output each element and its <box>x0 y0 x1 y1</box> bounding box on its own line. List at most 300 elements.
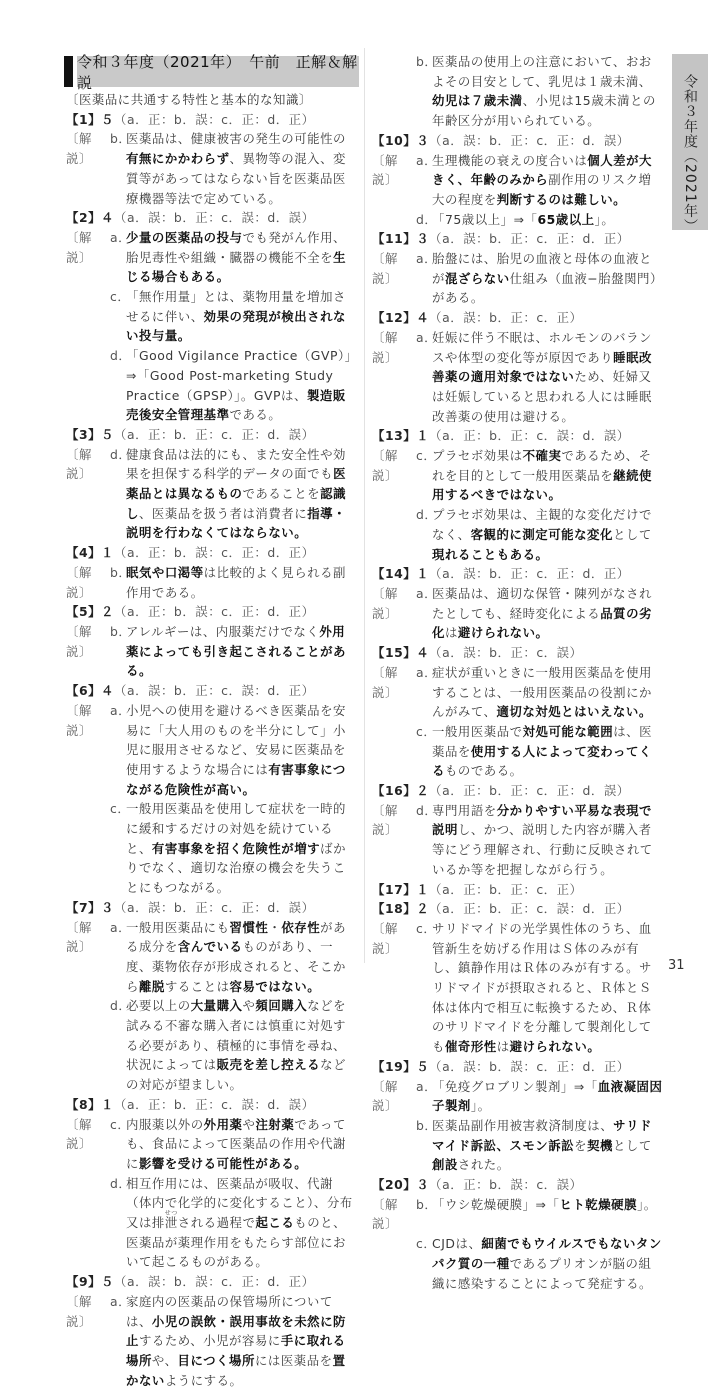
emphasis-segment: 避けられない。 <box>457 625 549 641</box>
text-segment: 小児への使用を避けるべき医薬品を安易に「大人用のものを半分にして」小児に服用させるなど、安易に医薬品を使用するような場合には <box>126 702 346 777</box>
explanation-text <box>126 918 358 997</box>
emphasis-segment: 小児の誤飲・誤用事故を未然に防止 <box>126 1313 346 1349</box>
text-segment: ばかりでなく、適切な治療の機会を失うことにもつながる。 <box>126 840 347 896</box>
explanation-text <box>432 801 664 880</box>
explanation-letter: a． <box>416 1078 438 1094</box>
question-number-answer: 【8】１ <box>66 1096 114 1112</box>
answer-detail: （a．正：b．正：c．誤：d．誤） <box>114 1096 315 1112</box>
emphasis-segment: 目につく場所 <box>177 1353 255 1368</box>
explanation-letter: a． <box>110 1293 132 1309</box>
question-answer-line <box>372 880 664 900</box>
answer-detail: （a．正：b．誤：c．正：d．正） <box>114 604 315 620</box>
explanation-letter: d． <box>416 507 438 523</box>
question-answer-line <box>66 543 358 563</box>
emphasis-segment: 販売を差し控える <box>216 1057 321 1073</box>
emphasis-segment: 外用薬によっても引き起こされることがある。 <box>126 623 346 679</box>
question-block <box>372 564 664 643</box>
text-segment: 一般用医薬品にも <box>126 919 230 935</box>
text-segment: として <box>612 1137 652 1153</box>
text-segment: は比較的よく見られる副作用である。 <box>126 564 347 600</box>
answer-detail: （a．誤：b．誤：c．正：d．正） <box>114 1274 315 1290</box>
explanation-letter: b． <box>416 54 438 69</box>
question-answer-line <box>372 1057 664 1077</box>
answer-detail: （a．誤：b．正：c．正：d．誤） <box>429 132 630 148</box>
explanation-label: 〔解説〕 <box>372 1078 398 1114</box>
explanation-label <box>372 1116 416 1175</box>
question-block <box>372 643 664 781</box>
answer-detail: （a．正：b．誤：c．誤） <box>429 1177 583 1193</box>
explanation-label: 〔解説〕 <box>66 229 92 265</box>
explanation-letter: d． <box>110 998 132 1014</box>
explanation-label: 〔解説〕 <box>66 131 92 167</box>
question-answer-line <box>372 899 664 919</box>
text-segment: 「ウシ乾燥硬膜」⇒「 <box>432 1196 560 1212</box>
text-segment: であるプリオンが脳の組織に感染することによって発症する。 <box>432 1255 652 1291</box>
explanation-item <box>372 1234 664 1293</box>
question-block <box>66 602 358 681</box>
explanation-label <box>66 1174 110 1273</box>
text-segment: するため、小児が容易に <box>138 1333 281 1349</box>
text-segment: であることを <box>242 486 321 502</box>
emphasis-segment: 個人差が大きく、年齢のみから <box>432 152 652 188</box>
explanation-item <box>372 1116 664 1175</box>
explanation-letter: c． <box>110 289 131 305</box>
emphasis-segment: 継続使用するべきではない。 <box>432 467 652 503</box>
question-number-answer: 【19】５ <box>372 1058 430 1074</box>
question-block <box>66 1272 358 1390</box>
explanation-label: 〔解説〕 <box>372 251 398 286</box>
text-segment: は <box>496 1039 510 1055</box>
emphasis-segment: 避けられない。 <box>509 1039 601 1055</box>
text-segment: ものがあり、一度、薬物依存が形成されると、そこから <box>126 939 346 994</box>
text-segment: し、かつ、説明した内容が購入者等にどう理解され、行動に反映されているか等を把握しながら行う。 <box>432 822 653 877</box>
explanation-item <box>66 445 358 544</box>
answer-detail: （a．正：b．正：c．誤：d．誤） <box>429 428 630 444</box>
question-block <box>372 1175 664 1293</box>
emphasis-segment: 幼児は７歳未満 <box>432 93 523 109</box>
question-answer-line <box>66 1095 358 1115</box>
explanation-letter: c． <box>416 1236 437 1252</box>
emphasis-segment: サリドマイド訴訟、スモン訴訟 <box>432 1117 652 1153</box>
explanation-text <box>432 446 664 505</box>
question-block <box>372 899 664 1057</box>
emphasis-segment: 大量購入 <box>190 998 243 1014</box>
text-segment: 、医薬品を扱う者は消費者に <box>138 505 308 521</box>
left-column <box>66 90 358 1390</box>
text-segment: ・ <box>268 919 282 935</box>
question-answer-line <box>372 426 664 446</box>
explanation-item <box>66 799 358 898</box>
text-segment: 胎盤には、胎児の血液と母体の血液とが <box>432 251 652 286</box>
explanation-letter: d． <box>416 211 438 227</box>
explanation-letter: d． <box>110 348 132 364</box>
text-segment: ものである。 <box>444 763 523 779</box>
emphasis-segment: 有害事象につながる危険性が高い。 <box>126 761 346 797</box>
emphasis-segment: 65歳以上 <box>537 211 595 227</box>
text-segment: ものと、医薬品が薬理作用をもたらす部位において起こるものがある。 <box>126 1215 347 1270</box>
text-segment: 医薬品副作用被害救済制度は、 <box>432 1117 614 1133</box>
explanation-text <box>126 287 358 346</box>
emphasis-segment: 手に取れる場所 <box>126 1333 346 1368</box>
emphasis-segment: 有無にかかわらず <box>126 151 230 167</box>
question-number-answer: 【16】２ <box>372 783 430 799</box>
explanation-item <box>66 1292 358 1390</box>
explanation-item <box>66 563 358 602</box>
question-block <box>372 880 664 900</box>
explanation-label: 〔解説〕 <box>66 564 92 600</box>
explanation-text <box>432 151 664 210</box>
answer-detail: （a．誤：b．正：c．誤） <box>429 645 583 661</box>
explanation-text <box>432 210 664 230</box>
emphasis-segment: 適切な対処とはいえない。 <box>496 704 652 720</box>
emphasis-segment: 置かない <box>126 1353 346 1388</box>
explanation-item <box>372 249 664 308</box>
explanation-item <box>372 328 664 427</box>
explanation-item <box>372 919 664 1057</box>
question-answer-line <box>66 681 358 701</box>
text-segment: は <box>444 625 458 641</box>
explanation-item <box>372 722 664 781</box>
answer-detail: （a．正：b．誤：c．正：d．正） <box>114 545 315 561</box>
emphasis-segment: 含んでいる <box>177 939 243 955</box>
question-block <box>372 131 664 230</box>
question-block <box>66 898 358 1095</box>
title-accent-bar <box>64 56 73 87</box>
question-answer-line <box>372 643 664 663</box>
emphasis-segment: 外用薬 <box>203 1116 243 1132</box>
question-answer-line <box>372 308 664 328</box>
explanation-text <box>432 1116 664 1175</box>
emphasis-segment: 効果の発現が検出されない投与量。 <box>126 308 347 344</box>
text-segment: 、小児は15歳未満との年齢区分が用いられている。 <box>432 93 656 129</box>
explanation-item <box>66 287 358 346</box>
explanation-text <box>432 1195 664 1234</box>
explanation-text <box>126 996 358 1095</box>
explanation-letter: a． <box>110 229 132 245</box>
text-segment: 家庭内の医薬品の保管場所については、 <box>126 1293 333 1329</box>
emphasis-segment: 現れることもある。 <box>432 546 549 562</box>
text-segment: として <box>612 526 652 542</box>
question-answer-line <box>66 1272 358 1292</box>
explanation-item <box>66 129 358 208</box>
answer-detail: （a．誤：b．正：c．誤：d．誤） <box>114 210 315 226</box>
page-title-banner <box>64 52 359 92</box>
explanation-text <box>126 622 358 681</box>
question-number-answer: 【10】３ <box>372 132 430 148</box>
text-segment: 」。 <box>637 1196 657 1212</box>
question-number-answer: 【9】５ <box>66 1274 114 1290</box>
explanation-letter: b． <box>416 1196 438 1212</box>
explanation-item <box>66 918 358 997</box>
text-segment: 「無作用量」とは、薬物用量を増加させるに伴い、 <box>126 289 346 324</box>
text-segment: プラセボ効果は <box>432 448 523 464</box>
answer-detail: （a．正：b．正：c．正） <box>429 881 583 897</box>
explanation-text <box>126 563 358 602</box>
explanation-item <box>372 446 664 505</box>
text-segment: や、 <box>151 1353 178 1368</box>
explanation-text <box>432 1077 664 1116</box>
explanation-text <box>432 663 664 722</box>
question-answer-line <box>372 131 664 151</box>
emphasis-segment: 指導・説明を行わなくてはならない。 <box>126 505 347 541</box>
question-block <box>372 426 664 564</box>
text-segment: プラセボ効果は、主観的な変化だけでなく、 <box>432 507 652 542</box>
emphasis-segment: 有害事象を招く危険性が増す <box>151 840 321 856</box>
emphasis-segment: 使用する人によって変わってくる <box>432 743 652 779</box>
text-segment: を <box>574 1137 588 1153</box>
explanation-label <box>372 210 416 230</box>
emphasis-segment: 対処可能な範囲 <box>522 723 614 739</box>
text-segment: 症状が重いときに一般用医薬品を使用することは、一般用医薬品の役割にかんがみて、 <box>432 664 652 720</box>
explanation-text <box>126 701 358 800</box>
explanation-letter: d． <box>110 1175 132 1191</box>
question-number-answer: 【3】５ <box>66 426 114 442</box>
answer-detail: （a．正：b．正：c．正：d．誤） <box>429 783 630 799</box>
emphasis-segment: 契機 <box>587 1137 613 1153</box>
explanation-label: 〔解説〕 <box>372 920 398 956</box>
emphasis-segment: 少量の医薬品の投与 <box>126 229 243 245</box>
text-segment: には医薬品を <box>254 1353 333 1368</box>
explanation-item <box>372 801 664 880</box>
question-number-answer: 【4】１ <box>66 545 114 561</box>
explanation-letter: c． <box>416 920 437 936</box>
emphasis-segment: 分かりやすい平易な表現で説明 <box>432 802 652 838</box>
explanation-text <box>126 228 358 287</box>
explanation-item <box>372 505 664 564</box>
explanation-label: 〔解説〕 <box>66 1293 92 1329</box>
emphasis-segment: 睡眠改善薬の適用対象ではない <box>432 349 652 385</box>
text-segment: アレルギーは、内服薬だけでなく <box>126 623 320 639</box>
emphasis-segment: ヒト乾燥硬膜 <box>559 1196 638 1212</box>
explanation-item <box>372 663 664 722</box>
question-number-answer: 【18】２ <box>372 901 430 917</box>
text-segment: などの対応が望ましい。 <box>126 1057 347 1093</box>
ruby-base: 泄 <box>164 1215 178 1231</box>
explanation-letter: b． <box>110 623 132 639</box>
explanation-text <box>432 722 664 781</box>
question-answer-line <box>66 425 358 445</box>
explanation-text <box>126 445 358 544</box>
question-block <box>372 1057 664 1175</box>
question-number-answer: 【17】１ <box>372 881 430 897</box>
question-block <box>372 229 664 308</box>
answer-detail: （a．誤：b．正：c．正） <box>429 310 583 326</box>
question-number-answer: 【15】４ <box>372 645 430 661</box>
text-segment: CJDは、 <box>432 1236 482 1252</box>
explanation-text <box>432 505 664 564</box>
explanation-item <box>66 1174 358 1273</box>
question-block <box>66 425 358 543</box>
explanation-letter: a． <box>110 702 132 718</box>
emphasis-segment: 製造販売後安全管理基準 <box>126 387 346 423</box>
text-segment: ため、妊婦又は妊娠していると思われる人には睡眠改善薬の使用は避ける。 <box>432 369 652 424</box>
text-segment: であるため、それを目的として一般用医薬品を <box>432 448 652 483</box>
emphasis-segment: 認識し <box>126 486 347 521</box>
page-number: 31 <box>668 958 685 973</box>
text-segment: 「75歳以上」⇒「 <box>432 211 538 227</box>
emphasis-segment: 起こる <box>255 1215 295 1231</box>
explanation-text <box>432 328 664 427</box>
question-answer-line <box>372 229 664 249</box>
explanation-text <box>126 799 358 898</box>
text-segment: や <box>242 1116 256 1132</box>
side-index-tab: 令和３年度（2021年） <box>672 54 708 230</box>
question-answer-line <box>66 898 358 918</box>
explanation-label: 〔解説〕 <box>66 446 92 482</box>
text-segment: 必要以上の <box>126 998 191 1014</box>
explanation-item <box>372 1195 664 1234</box>
text-segment: 専門用語を <box>432 802 497 818</box>
explanation-label <box>372 505 416 564</box>
text-segment: や <box>242 998 256 1014</box>
emphasis-segment: 医薬品とは異なるもの <box>126 466 347 502</box>
explanation-item <box>66 996 358 1095</box>
text-segment: でも発がん作用、胎児毒性や組織・臓器の機能不全を <box>126 229 346 265</box>
text-segment: 医薬品は、適切な保管・陳列がなされたとしても、経時変化による <box>432 585 652 621</box>
text-segment: 健康食品は法的にも、また安全性や効果を担保する科学的データの面でも <box>126 446 346 482</box>
explanation-item <box>372 151 664 210</box>
question-block <box>372 308 664 426</box>
explanation-letter: c． <box>110 1116 131 1132</box>
text-segment: 相互作用には、医薬品が吸収、代謝（体内で化学的に変化すること）、分布又は排 <box>126 1175 353 1231</box>
explanation-label: 〔解説〕 <box>66 702 92 738</box>
explanation-item <box>372 52 664 131</box>
explanation-item <box>66 1115 358 1174</box>
explanation-item <box>66 346 358 425</box>
explanation-letter: a． <box>110 919 132 935</box>
question-block <box>372 52 664 131</box>
emphasis-segment: 細菌でもウイルスでもないタンパク質の一種 <box>432 1236 662 1271</box>
text-segment: は、医薬品を <box>432 723 653 759</box>
emphasis-segment: 依存性 <box>281 919 321 935</box>
ruby-text <box>164 1210 178 1231</box>
question-number-answer: 【5】２ <box>66 604 114 620</box>
emphasis-segment: 客観的に測定可能な変化 <box>470 526 613 542</box>
explanation-label <box>66 996 110 1095</box>
explanation-item <box>66 701 358 800</box>
explanation-text <box>126 1115 358 1174</box>
question-number-answer: 【2】４ <box>66 210 114 226</box>
explanation-text <box>432 584 664 643</box>
question-answer-line <box>66 110 358 130</box>
explanation-label <box>66 799 110 898</box>
explanation-label: 〔解説〕 <box>372 802 398 838</box>
explanation-letter: c． <box>416 723 437 739</box>
explanation-item <box>372 1077 664 1116</box>
explanation-text <box>432 52 664 131</box>
answer-detail: （a．正：b．正：c．正：d．誤） <box>114 426 315 442</box>
answer-detail: （a．正：b．正：c．誤：d．正） <box>429 901 630 917</box>
explanation-letter: d． <box>110 446 132 462</box>
text-segment: 一般用医薬品で <box>432 723 523 739</box>
question-number-answer: 【7】３ <box>66 899 114 915</box>
text-segment: がある成分を <box>126 919 347 955</box>
explanation-text <box>126 1174 358 1273</box>
explanation-item <box>372 584 664 643</box>
explanation-label <box>372 52 416 131</box>
question-answer-line <box>372 564 664 584</box>
question-number-answer: 【13】１ <box>372 428 430 444</box>
text-segment: サリドマイドの光学異性体のうち、血管新生を妨げる作用はＳ体のみが有し、鎮静作用はＲ体のみが有する。サリドマイドが摂取されると、Ｒ体とＳ体は体内で相互に転換するため、Ｒ体のサリドマイドを分離して製剤化しても <box>432 920 652 1055</box>
emphasis-segment: 頻回購入 <box>255 998 308 1014</box>
emphasis-segment: 注射薬 <box>255 1116 295 1132</box>
text-segment: であっても、食品によって医薬品の作用や代謝に <box>126 1116 346 1171</box>
question-number-answer: 【14】１ <box>372 566 430 582</box>
text-segment: することは <box>164 978 230 994</box>
text-segment: 、異物等の混入、変質等があってはならない旨を医薬品医療機器等法で定めている。 <box>126 151 346 206</box>
explanation-letter: c． <box>110 801 131 817</box>
explanation-label: 〔解説〕 <box>372 585 398 621</box>
emphasis-segment: 品質の劣化 <box>432 605 652 641</box>
question-answer-line <box>66 208 358 228</box>
column-divider <box>364 48 365 963</box>
question-block <box>66 208 358 425</box>
explanation-item <box>66 228 358 287</box>
explanation-letter: d． <box>416 802 438 818</box>
answer-detail: （a．誤：b．正：c．正：d．正） <box>429 231 630 247</box>
text-segment: 生理機能の衰えの度合いは <box>432 152 588 168</box>
text-segment: 仕組み（血液−胎盤関門）がある。 <box>432 270 663 306</box>
text-segment: などを試みる不審な購入者には慎重に対処する必要があり、積極的に事情を尋ね、状況によっては <box>126 998 347 1073</box>
explanation-letter: a． <box>416 664 438 680</box>
emphasis-segment: 容易ではない。 <box>229 978 321 994</box>
answer-detail: （a．誤：b．正：c．誤：d．正） <box>114 683 315 699</box>
explanation-text <box>126 346 358 425</box>
explanation-label <box>66 287 110 346</box>
question-block <box>66 543 358 602</box>
text-segment: である。 <box>229 407 282 423</box>
text-segment: される過程で <box>177 1215 256 1231</box>
emphasis-segment: 生じる場合もある。 <box>126 249 347 285</box>
text-segment: 医薬品の使用上の注意において、おおよその目安として、乳児は１歳未満、 <box>432 54 652 89</box>
explanation-letter: a． <box>416 329 438 345</box>
question-number-answer: 【20】３ <box>372 1177 430 1193</box>
explanation-label: 〔解説〕 <box>66 623 92 659</box>
question-number-answer: 【6】４ <box>66 683 114 699</box>
question-answer-line <box>66 602 358 622</box>
right-column <box>372 52 664 1293</box>
answer-detail: （a．誤：b．正：c．正：d．正） <box>429 566 630 582</box>
emphasis-segment: 混ざらない <box>444 270 510 286</box>
explanation-text <box>126 1292 358 1390</box>
emphasis-segment: 催奇形性 <box>444 1039 497 1055</box>
question-answer-line <box>372 1175 664 1195</box>
emphasis-segment: 離脱 <box>138 978 165 994</box>
explanation-letter: b． <box>416 1117 438 1133</box>
emphasis-segment: 創設 <box>432 1157 458 1173</box>
explanation-letter: a． <box>416 251 438 267</box>
text-segment: 」。 <box>470 1098 491 1114</box>
answer-detail: （a．誤：b．誤：c．正：d．正） <box>429 1058 630 1074</box>
text-segment: ようにする。 <box>164 1372 243 1388</box>
explanation-label <box>372 1234 416 1293</box>
explanation-text <box>432 249 664 308</box>
explanation-letter: a． <box>416 585 438 601</box>
text-segment: 」。 <box>594 211 615 227</box>
explanation-item <box>372 210 664 230</box>
text-segment: 一般用医薬品を使用して症状を一時的に緩和するだけの対処を続けていると、 <box>126 801 346 856</box>
explanation-item <box>66 622 358 681</box>
question-block <box>66 110 358 209</box>
explanation-letter: c． <box>416 448 437 464</box>
explanation-text <box>126 129 358 208</box>
question-block <box>66 681 358 898</box>
question-block <box>66 1095 358 1272</box>
question-number-answer: 【11】３ <box>372 231 430 247</box>
emphasis-segment: 血液凝固因子製剤 <box>432 1078 663 1114</box>
explanation-label: 〔解説〕 <box>372 664 398 700</box>
explanation-letter: a． <box>416 152 438 168</box>
